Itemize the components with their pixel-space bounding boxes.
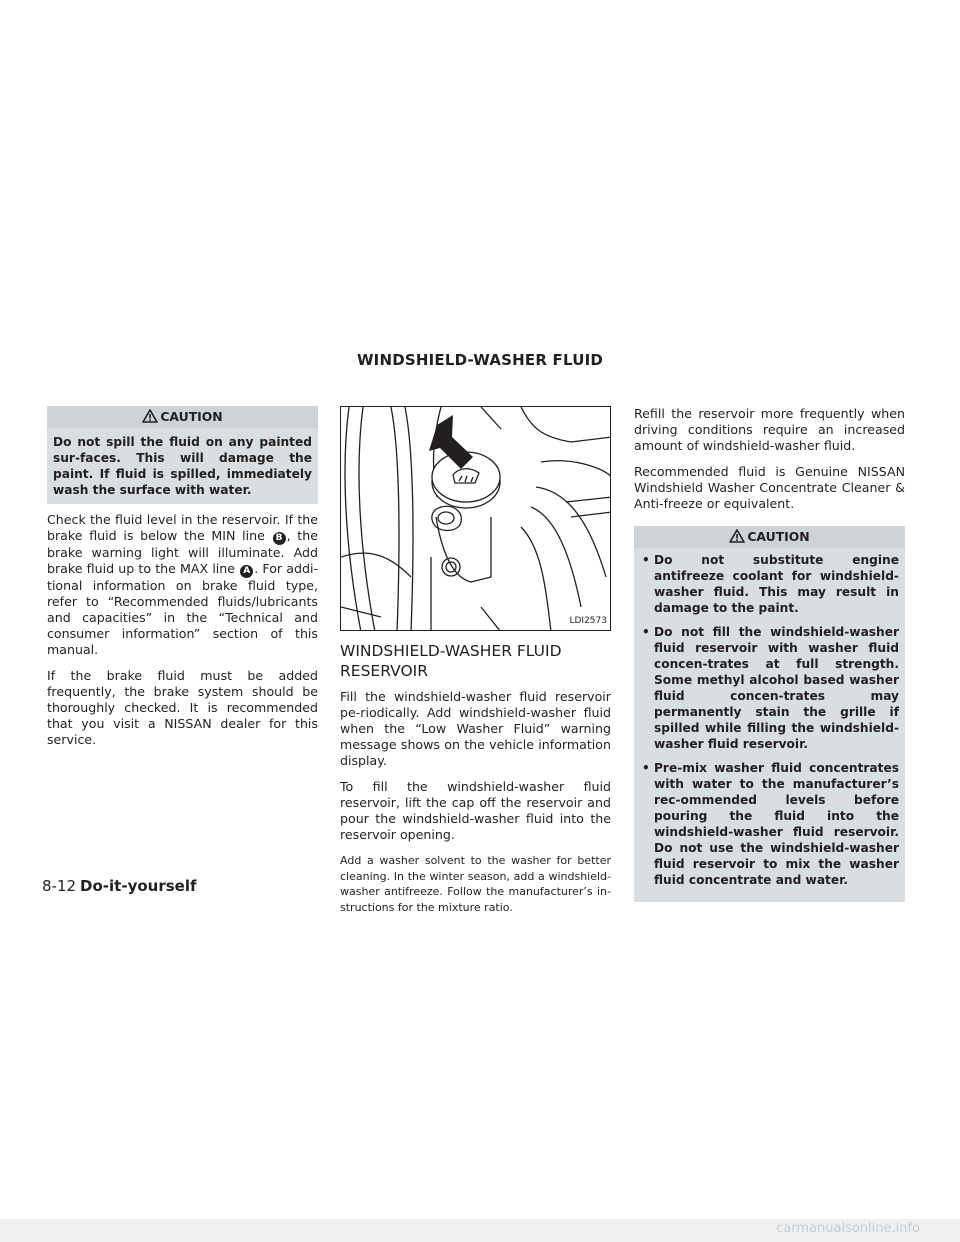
watermark-text: carmanualsonline.info [776,1221,920,1236]
caution-header [634,526,905,548]
chapter-title: Do-it-yourself [80,877,197,895]
paragraph-refill: Refill the reservoir more frequently when driving conditions require an increased amount of windshield-washer fluid. [634,406,905,453]
callout-a-icon: A [240,565,253,578]
paragraph-fluid-level [47,512,318,658]
caution-item-text: Do not substitute engine antifreeze coolant for windshield-washer fluid. This may result in damage to the paint. [654,553,899,615]
caution-item-text: Do not fill the windshield-washer fluid reservoir with washer fluid concen-trates at full strength. Some methyl alcohol based washer fluid concen-trates may permanently stain the grille if spilled while filling the windshield-washer fluid reservoir. [654,625,899,751]
caution-text: Do not spill the fluid on any painted sur-faces. This will damage the paint. If fluid is spilled, immediately wash the surface with water. [53,435,312,497]
paragraph-fill-instructions: To fill the windshield-washer fluid reservoir, lift the cap off the reservoir and pour the windshield-washer fluid into the reservoir opening. [340,779,611,842]
caution-label: CAUTION [160,409,223,424]
callout-b-icon: B [273,532,286,545]
list-item: • Do not substitute engine antifreeze coolant for windshield-washer fluid. This may result in damage to the paint. [642,553,899,615]
list-item: • Pre-mix washer fluid concentrates with water to the manufacturer’s rec-ommended levels before pouring the fluid into the windshield-washer fluid reservoir. Do not use the windshield-washer fluid reservoir to mix the washer fluid concentrate and water. [642,761,899,887]
warning-triangle-icon [729,529,745,543]
paragraph-text: . For addi-tional information on brake fluid type, refer to “Recommended fluids/lubricants and capacities” in the “Technical and consumer information” section of this manual. [47,561,318,657]
subsection-heading: WINDSHIELD-WASHER FLUID RESERVOIR [340,642,562,680]
reservoir-illustration [340,406,611,631]
warning-triangle-icon [142,409,158,423]
page-number: 8-12 [42,877,77,895]
list-item: • Do not fill the windshield-washer fluid reservoir with washer fluid concen-trates at full strength. Some methyl alcohol based washer fluid concen-trates may permanently stain the grille if spilled while filling the windshield-washer fluid reservoir. [642,625,899,751]
caution-item-text: Pre-mix washer fluid concentrates with water to the manufacturer’s rec-ommended levels before pouring the fluid into the windshield-washer fluid reservoir. Do not use the windshield-washer fluid reservoir to mix the washer fluid concentrate and water. [654,761,899,887]
figure-label: LDI2573 [569,616,607,626]
caution-box [47,406,318,504]
caution-list [634,548,905,888]
column-right [634,406,905,910]
paragraph-frequent-check: If the brake fluid must be added frequently, the brake system should be thoroughly checked. It is recommended that you visit a NISSAN dealer for this service. [47,668,318,747]
paragraph-recommended-fluid: Recommended fluid is Genuine NISSAN Windshield Washer Concentrate Cleaner & Anti-freeze or equivalent. [634,464,905,511]
paragraph-fill-periodically: Fill the windshield-washer fluid reservoir pe-riodically. Add windshield-washer fluid when the “Low Washer Fluid” warning message shows on the vehicle information display. [340,689,611,768]
caution-header [47,406,318,428]
reservoir-drawing [341,407,611,631]
column-left [47,406,318,758]
column-middle [340,406,611,925]
paragraph-text: Check the fluid level in the reservoir. If the brake fluid is below the MIN line [47,512,318,543]
paragraph-text: , the brake warning light will illuminate. Add brake fluid up to the MAX line [47,528,318,576]
caution-label: CAUTION [747,529,810,544]
section-title: WINDSHIELD-WASHER FLUID [356,351,604,369]
watermark-bar [0,1219,960,1242]
page-footer [42,877,197,895]
caution-box [634,526,905,902]
paragraph-washer-solvent: Add a washer solvent to the washer for better cleaning. In the winter season, add a windshield-washer antifreeze. Follow the manufacturer’s in-structions for the mixture ratio. [340,854,611,914]
